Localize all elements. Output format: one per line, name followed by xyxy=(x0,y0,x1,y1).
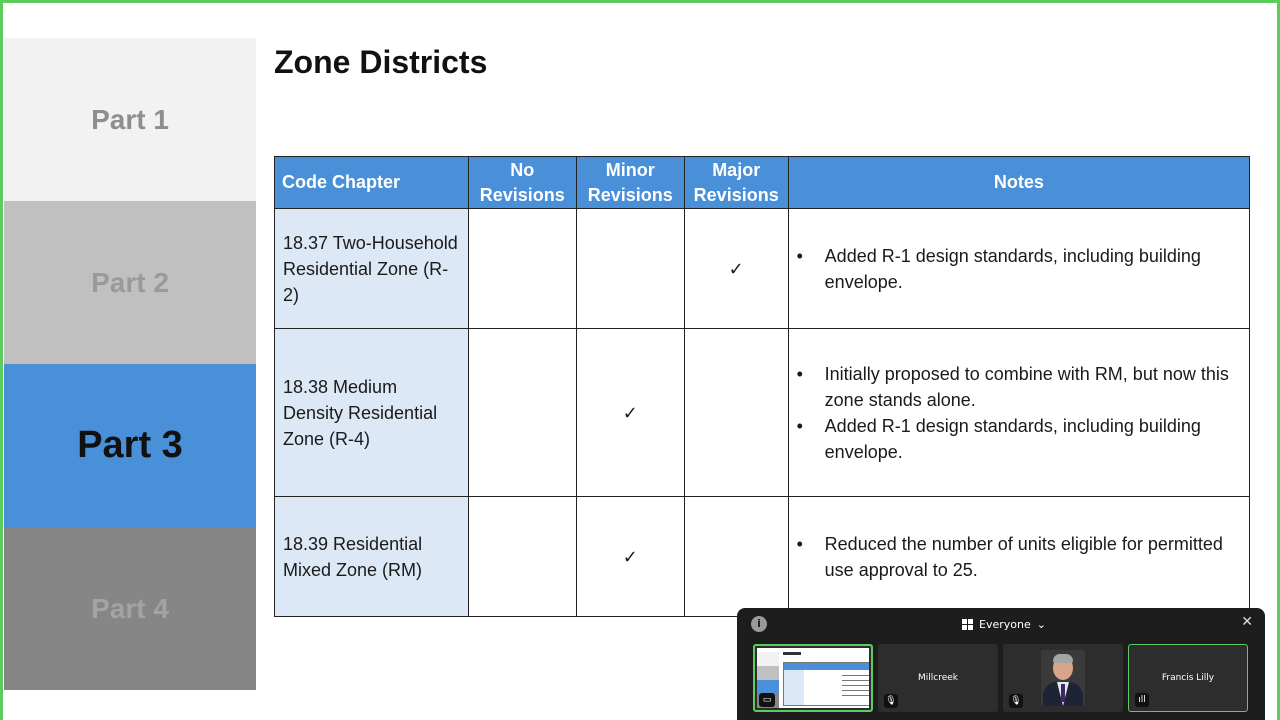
table-row xyxy=(275,329,1250,497)
no-revisions-cell xyxy=(468,329,576,497)
checkmark-icon: ✓ xyxy=(622,402,638,423)
microphone-icon: 🎙 xyxy=(1010,696,1022,706)
header-no-line1: No xyxy=(510,159,535,180)
minor-revisions-cell xyxy=(576,497,684,617)
table-header-row xyxy=(275,157,1250,209)
header-minor-line1: Minor xyxy=(605,159,655,180)
part-navigation xyxy=(4,38,256,690)
checkmark-icon: ✓ xyxy=(728,258,744,279)
part-3-block-active: Part 3 xyxy=(4,364,256,527)
no-revisions-cell xyxy=(468,209,576,329)
note-item: • Initially proposed to combine with RM, but now this zone stands alone. xyxy=(795,361,1241,413)
screen-share-tile[interactable] xyxy=(753,644,873,712)
participant-tile-millcreek[interactable] xyxy=(878,644,998,712)
minor-revisions-cell xyxy=(576,209,684,329)
header-no-revisions xyxy=(468,157,576,209)
audience-label: Everyone xyxy=(979,617,1031,631)
major-revisions-cell xyxy=(684,497,788,617)
notes-list xyxy=(795,531,1241,583)
code-chapter-cell: 18.38 Medium Density Residential Zone (R-4) xyxy=(275,329,469,497)
notes-list xyxy=(795,361,1241,465)
notes-cell xyxy=(788,497,1249,617)
info-icon[interactable]: i xyxy=(751,616,767,632)
header-major-line1: Major xyxy=(712,159,761,180)
meeting-participants-panel xyxy=(737,608,1265,720)
notes-list xyxy=(795,243,1241,295)
slide-title: Zone Districts xyxy=(274,44,488,80)
header-minor-line2: Revisions xyxy=(587,184,673,205)
note-item: • Added R-1 design standards, including building envelope. xyxy=(795,243,1241,295)
grid-view-icon xyxy=(962,619,973,630)
close-icon[interactable]: ✕ xyxy=(1241,614,1253,630)
header-no-line2: Revisions xyxy=(479,184,565,205)
code-chapter-cell: 18.37 Two-Household Residential Zone (R-2) xyxy=(275,209,469,329)
table-row xyxy=(275,209,1250,329)
minor-revisions-cell xyxy=(576,329,684,497)
participant-video-avatar xyxy=(1041,650,1085,706)
major-revisions-cell xyxy=(684,209,788,329)
audience-selector[interactable] xyxy=(962,615,1046,633)
participant-name: Millcreek xyxy=(917,673,958,683)
major-revisions-cell xyxy=(684,329,788,497)
header-minor-revisions xyxy=(576,157,684,209)
checkmark-icon: ✓ xyxy=(622,546,638,567)
participant-tiles xyxy=(753,644,1248,712)
header-code-chapter: Code Chapter xyxy=(275,157,469,209)
participant-tile-francis-lilly[interactable] xyxy=(1128,644,1248,712)
zone-districts-table xyxy=(274,156,1250,617)
screen-share-icon: ▭ xyxy=(759,693,775,707)
audio-level-icon: ıll xyxy=(1135,693,1149,707)
chevron-down-icon: ⌄ xyxy=(1036,617,1046,631)
code-chapter-cell: 18.39 Residential Mixed Zone (RM) xyxy=(275,497,469,617)
notes-cell xyxy=(788,329,1249,497)
note-item: • Added R-1 design standards, including building envelope. xyxy=(795,413,1241,465)
table-row xyxy=(275,497,1250,617)
part-1-block: Part 1 xyxy=(4,38,256,201)
microphone-icon: 🎙 xyxy=(885,696,897,706)
notes-cell xyxy=(788,209,1249,329)
participant-tile-video[interactable] xyxy=(1003,644,1123,712)
note-item: • Reduced the number of units eligible for permitted use approval to 25. xyxy=(795,531,1241,583)
header-major-revisions xyxy=(684,157,788,209)
participant-name: Francis Lilly xyxy=(1161,673,1215,683)
part-2-block: Part 2 xyxy=(4,201,256,364)
header-notes: Notes xyxy=(788,157,1249,209)
part-4-block: Part 4 xyxy=(4,527,256,690)
no-revisions-cell xyxy=(468,497,576,617)
header-major-line2: Revisions xyxy=(693,184,779,205)
